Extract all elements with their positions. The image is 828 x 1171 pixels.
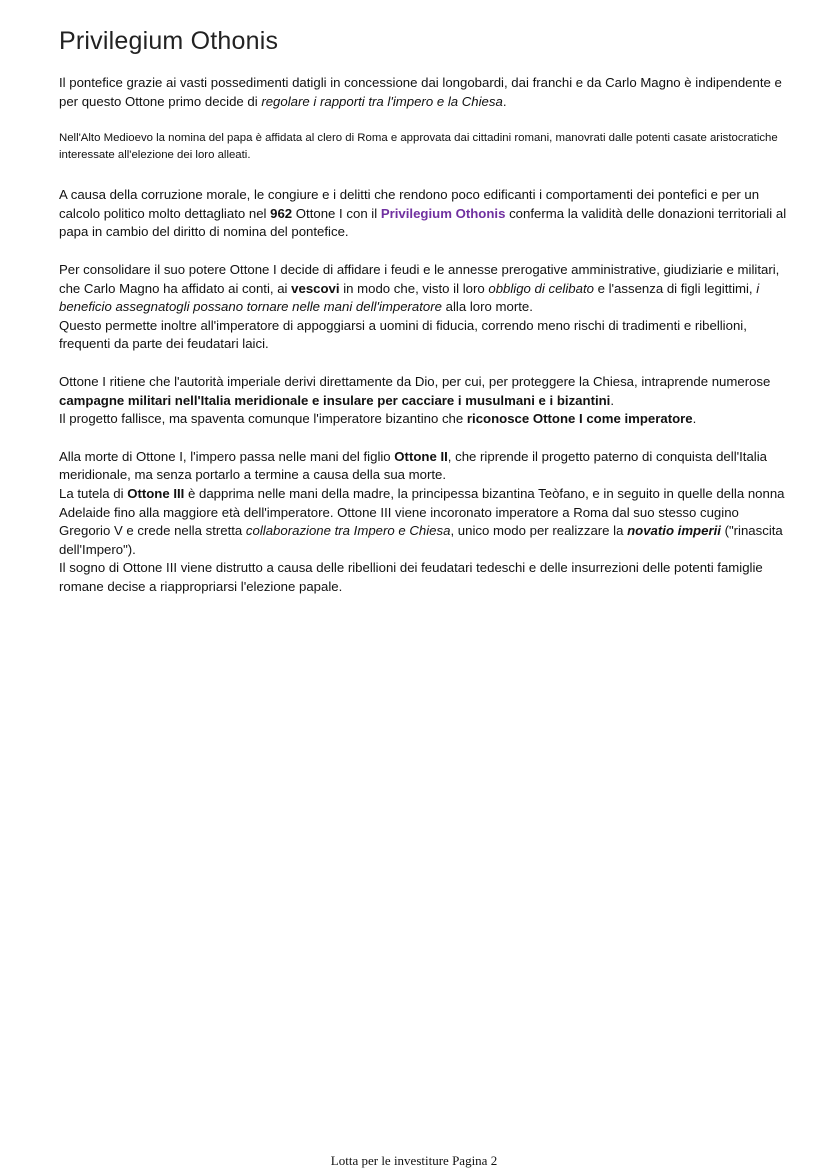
text-span: conferma la validità delle donazioni territoriali al papa in cambio del diritto di nomina del pontefice. <box>59 205 787 240</box>
text-span: Il sogno di Ottone III viene distrutto a causa delle ribellioni dei feudatari tedeschi e delle insurrezioni delle potenti famiglie romane decise a riappropriarsi l'elezione papale. <box>59 560 763 594</box>
bold-span: 962 <box>270 205 293 221</box>
paragraph-sogno <box>59 559 793 596</box>
bold-span: campagne militari nell'Italia meridionale e insulare per cacciare i musulmani e i bizantini <box>59 392 611 408</box>
page-footer: Lotta per le investiture Pagina 2 <box>330 1153 498 1168</box>
text-span: La tutela di <box>59 485 128 501</box>
italic-span: regolare i rapporti tra l'impero e la Chiesa <box>261 93 503 109</box>
paragraph-feudi <box>59 261 793 317</box>
paragraph-ottone-ii <box>59 448 793 485</box>
page-title: Privilegium Othonis <box>59 27 279 55</box>
paragraph-nomina-papa <box>59 130 793 163</box>
text-span: è dapprima nelle mani della madre, la principessa bizantina Teòfano, e in seguito in quelle della nonna Adelaide fino alla maggiore età dell'imperatore. Ottone III viene incoronato imperatore a Roma dal suo stesso cugino Gregorio V e crede nella stretta <box>59 485 785 539</box>
paragraph-progetto <box>59 410 793 429</box>
text-span: Nell'Alto Medioevo la nomina del papa è affidata al clero di Roma e approvata dai cittadini romani, manovrati dalle potenti casate aristocratiche interessate all'elezione dei loro alleati. <box>59 132 778 161</box>
text-span: in modo che, visto il loro <box>339 280 489 296</box>
text-span: Questo permette inoltre all'imperatore di appoggiarsi a uomini di fiducia, correndo meno rischi di tradimenti e ribellioni, frequenti da parte dei feudatari laici. <box>59 317 747 352</box>
privilegium-link[interactable]: Privilegium Othonis <box>380 205 506 221</box>
bold-span: Ottone II <box>394 448 448 464</box>
paragraph-campagne <box>59 373 793 410</box>
text-span: Ottone I con il <box>292 205 381 221</box>
paragraph-privilegium <box>59 186 793 242</box>
bold-span: vescovi <box>291 280 340 296</box>
text-span: Ottone I ritiene che l'autorità imperiale derivi direttamente da Dio, per cui, per proteggere la Chiesa, intraprende numerose <box>59 373 771 389</box>
bold-italic-span: novatio imperii <box>627 523 721 539</box>
text-span: Per consolidare il suo potere Ottone I decide di affidare i feudi e le annesse prerogative amministrative, giudiziarie e militari, che Carlo Magno ha affidato ai conti, ai <box>59 261 780 296</box>
italic-span: collaborazione tra Impero e Chiesa <box>245 523 451 539</box>
text-span: Il pontefice grazie ai vasti possedimenti datigli in concessione dai longobardi, dai franchi e da Carlo Magno è indipendente e per questo Ottone primo decide di <box>59 75 782 109</box>
italic-span: obbligo di celibato <box>488 280 594 296</box>
text-span: , unico modo per realizzare la <box>450 523 628 539</box>
text-span: A causa della corruzione morale, le congiure e i delitti che rendono poco edificanti i comportamenti dei pontefici e per un calcolo politico molto dettagliato nel <box>59 187 760 221</box>
text-span: . <box>502 93 507 109</box>
text-span: Il progetto fallisce, ma spaventa comunque l'imperatore bizantino che <box>59 411 467 427</box>
paragraph-pontefice <box>59 74 793 111</box>
text-span: , che riprende il progetto paterno di conquista dell'Italia meridionale, ma senza portarlo a termine a causa della sua morte. <box>59 448 767 483</box>
paragraph-fiducia <box>59 317 793 354</box>
text-span: alla loro morte. <box>442 299 533 315</box>
text-span: Alla morte di Ottone I, l'impero passa nelle mani del figlio <box>59 448 395 464</box>
paragraph-ottone-iii <box>59 485 793 559</box>
text-span: . <box>610 392 615 408</box>
text-span: ("rinascita dell'Impero"). <box>59 523 783 557</box>
document-body <box>59 74 793 615</box>
bold-span: Ottone III <box>127 485 185 501</box>
text-span: e l'assenza di figli legittimi, <box>593 280 757 296</box>
bold-span: riconosce Ottone I come imperatore <box>466 411 693 427</box>
text-span: . <box>692 411 697 427</box>
italic-span: i beneficio assegnatogli possano tornare nelle mani dell'imperatore <box>59 280 760 315</box>
